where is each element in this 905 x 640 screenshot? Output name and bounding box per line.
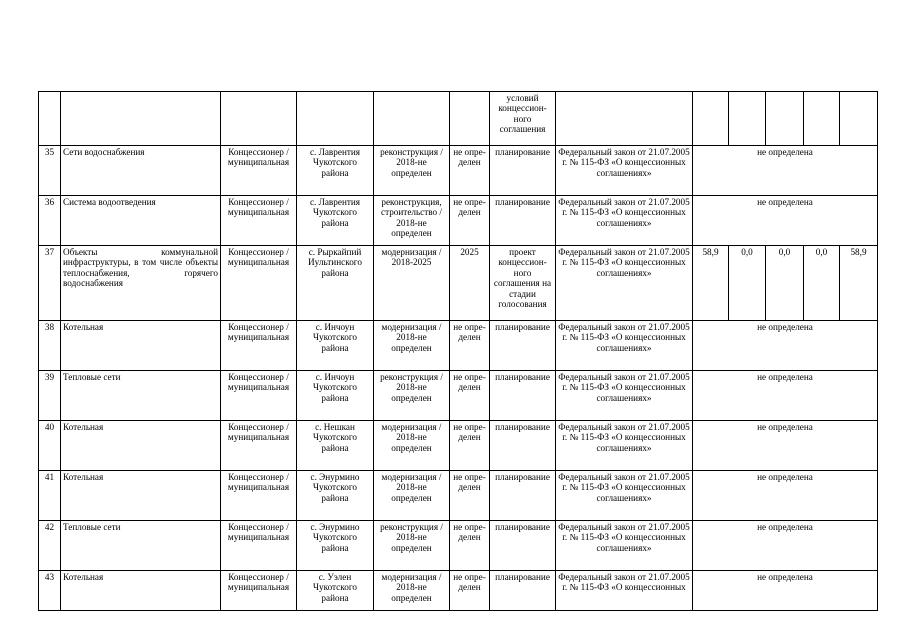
- finance-value: 0,0: [766, 246, 804, 321]
- activity-period: модернизация / 2018-2025: [374, 246, 450, 321]
- cell-deadline: [450, 92, 490, 146]
- object-name: Котельная: [61, 471, 221, 521]
- realization-form: Концессионер / муниципальная: [221, 321, 297, 371]
- project-stage: проект концессион-ного соглашения на стадии голосования: [490, 246, 556, 321]
- object-location: с. Уэлен Чукотского района: [297, 571, 374, 611]
- legal-basis: Федеральный закон от 21.07.2005 г. № 115-ФЗ «О концессионных соглашениях»: [556, 521, 693, 571]
- deadline: не опре-делен: [450, 321, 490, 371]
- deadline: 2025: [450, 246, 490, 321]
- object-name: Система водоотведения: [61, 196, 221, 246]
- realization-form: Концессионер / муниципальная: [221, 421, 297, 471]
- finance-status: не определена: [693, 571, 878, 611]
- legal-basis: Федеральный закон от 21.07.2005 г. № 115-ФЗ «О концессионных соглашениях»: [556, 471, 693, 521]
- cell-fin-5: [840, 92, 878, 146]
- deadline: не опре-делен: [450, 146, 490, 196]
- project-stage: планирование: [490, 521, 556, 571]
- table-row: [39, 196, 878, 246]
- object-location: с. Рыркайпий Иультинского района: [297, 246, 374, 321]
- cell-object: [61, 92, 221, 146]
- cell-stage: условий концессион-ного соглашения: [490, 92, 556, 146]
- finance-value: 58,9: [693, 246, 729, 321]
- object-name: Котельная: [61, 321, 221, 371]
- finance-value: 0,0: [729, 246, 766, 321]
- activity-period: реконструкция, строительство / 2018-не определен: [374, 196, 450, 246]
- project-stage: планирование: [490, 421, 556, 471]
- legal-basis: Федеральный закон от 21.07.2005 г. № 115-ФЗ «О концессионных соглашениях»: [556, 246, 693, 321]
- object-name: Тепловые сети: [61, 371, 221, 421]
- legal-basis: Федеральный закон от 21.07.2005 г. № 115-ФЗ «О концессионных соглашениях»: [556, 421, 693, 471]
- object-name: Котельная: [61, 571, 221, 611]
- project-stage: планирование: [490, 471, 556, 521]
- project-stage: планирование: [490, 571, 556, 611]
- object-location: с. Инчоун Чукотского района: [297, 371, 374, 421]
- object-location: с. Инчоун Чукотского района: [297, 321, 374, 371]
- deadline: не опре-делен: [450, 571, 490, 611]
- row-number: 42: [39, 521, 61, 571]
- project-stage: планирование: [490, 321, 556, 371]
- table-row: [39, 521, 878, 571]
- legal-basis: Федеральный закон от 21.07.2005 г. № 115-ФЗ «О концессионных соглашениях»: [556, 196, 693, 246]
- row-number: 37: [39, 246, 61, 321]
- cell-fin-2: [729, 92, 766, 146]
- finance-status: не определена: [693, 421, 878, 471]
- object-name: Котельная: [61, 421, 221, 471]
- realization-form: Концессионер / муниципальная: [221, 246, 297, 321]
- finance-status: не определена: [693, 196, 878, 246]
- realization-form: Концессионер / муниципальная: [221, 471, 297, 521]
- realization-form: Концессионер / муниципальная: [221, 571, 297, 611]
- activity-period: реконструкция / 2018-не определен: [374, 371, 450, 421]
- object-name: Сети водоснабжения: [61, 146, 221, 196]
- finance-status: не определена: [693, 146, 878, 196]
- table-row: [39, 92, 878, 146]
- activity-period: реконструкция / 2018-не определен: [374, 146, 450, 196]
- object-location: с. Энурмино Чукотского района: [297, 521, 374, 571]
- cell-num: [39, 92, 61, 146]
- row-number: 35: [39, 146, 61, 196]
- project-stage: планирование: [490, 371, 556, 421]
- row-number: 41: [39, 471, 61, 521]
- finance-status: не определена: [693, 521, 878, 571]
- object-location: с. Энурмино Чукотского района: [297, 471, 374, 521]
- activity-period: модернизация / 2018-не определен: [374, 571, 450, 611]
- cell-activity: [374, 92, 450, 146]
- realization-form: Концессионер / муниципальная: [221, 521, 297, 571]
- realization-form: Концессионер / муниципальная: [221, 146, 297, 196]
- table-row: [39, 571, 878, 611]
- realization-form: Концессионер / муниципальная: [221, 371, 297, 421]
- object-location: с. Лаврентия Чукотского района: [297, 196, 374, 246]
- legal-basis: Федеральный закон от 21.07.2005 г. № 115-ФЗ «О концессионных соглашениях»: [556, 146, 693, 196]
- finance-status: не определена: [693, 321, 878, 371]
- activity-period: модернизация / 2018-не определен: [374, 321, 450, 371]
- activity-period: модернизация / 2018-не определен: [374, 471, 450, 521]
- row-number: 39: [39, 371, 61, 421]
- table-row: [39, 371, 878, 421]
- row-number: 38: [39, 321, 61, 371]
- legal-basis: Федеральный закон от 21.07.2005 г. № 115-ФЗ «О концессионных соглашениях»: [556, 321, 693, 371]
- object-name: Объекты коммунальной инфраструктуры, в том числе объекты теплоснабжения, горячего водоснабжения: [61, 246, 221, 321]
- cell-fin-1: [693, 92, 729, 146]
- cell-form: [221, 92, 297, 146]
- object-location: с. Нешкан Чукотского района: [297, 421, 374, 471]
- project-stage: планирование: [490, 146, 556, 196]
- row-number: 36: [39, 196, 61, 246]
- table-row: [39, 421, 878, 471]
- cell-law: [556, 92, 693, 146]
- row-number: 40: [39, 421, 61, 471]
- projects-table: [38, 91, 878, 611]
- project-stage: планирование: [490, 196, 556, 246]
- activity-period: модернизация / 2018-не определен: [374, 421, 450, 471]
- table-row: [39, 321, 878, 371]
- finance-status: не определена: [693, 471, 878, 521]
- finance-status: не определена: [693, 371, 878, 421]
- realization-form: Концессионер / муниципальная: [221, 196, 297, 246]
- row-number: 43: [39, 571, 61, 611]
- deadline: не опре-делен: [450, 371, 490, 421]
- object-location: с. Лаврентия Чукотского района: [297, 146, 374, 196]
- table-row: [39, 471, 878, 521]
- activity-period: реконструкция / 2018-не определен: [374, 521, 450, 571]
- legal-basis: Федеральный закон от 21.07.2005 г. № 115-ФЗ «О концессионных: [556, 571, 693, 611]
- cell-fin-4: [804, 92, 840, 146]
- table-row: [39, 246, 878, 321]
- object-name: Тепловые сети: [61, 521, 221, 571]
- deadline: не опре-делен: [450, 421, 490, 471]
- cell-fin-3: [766, 92, 804, 146]
- table-body: [39, 92, 878, 611]
- table-row: [39, 146, 878, 196]
- deadline: не опре-делен: [450, 196, 490, 246]
- finance-value: 0,0: [804, 246, 840, 321]
- deadline: не опре-делен: [450, 471, 490, 521]
- legal-basis: Федеральный закон от 21.07.2005 г. № 115-ФЗ «О концессионных соглашениях»: [556, 371, 693, 421]
- cell-location: [297, 92, 374, 146]
- finance-value: 58,9: [840, 246, 878, 321]
- deadline: не опре-делен: [450, 521, 490, 571]
